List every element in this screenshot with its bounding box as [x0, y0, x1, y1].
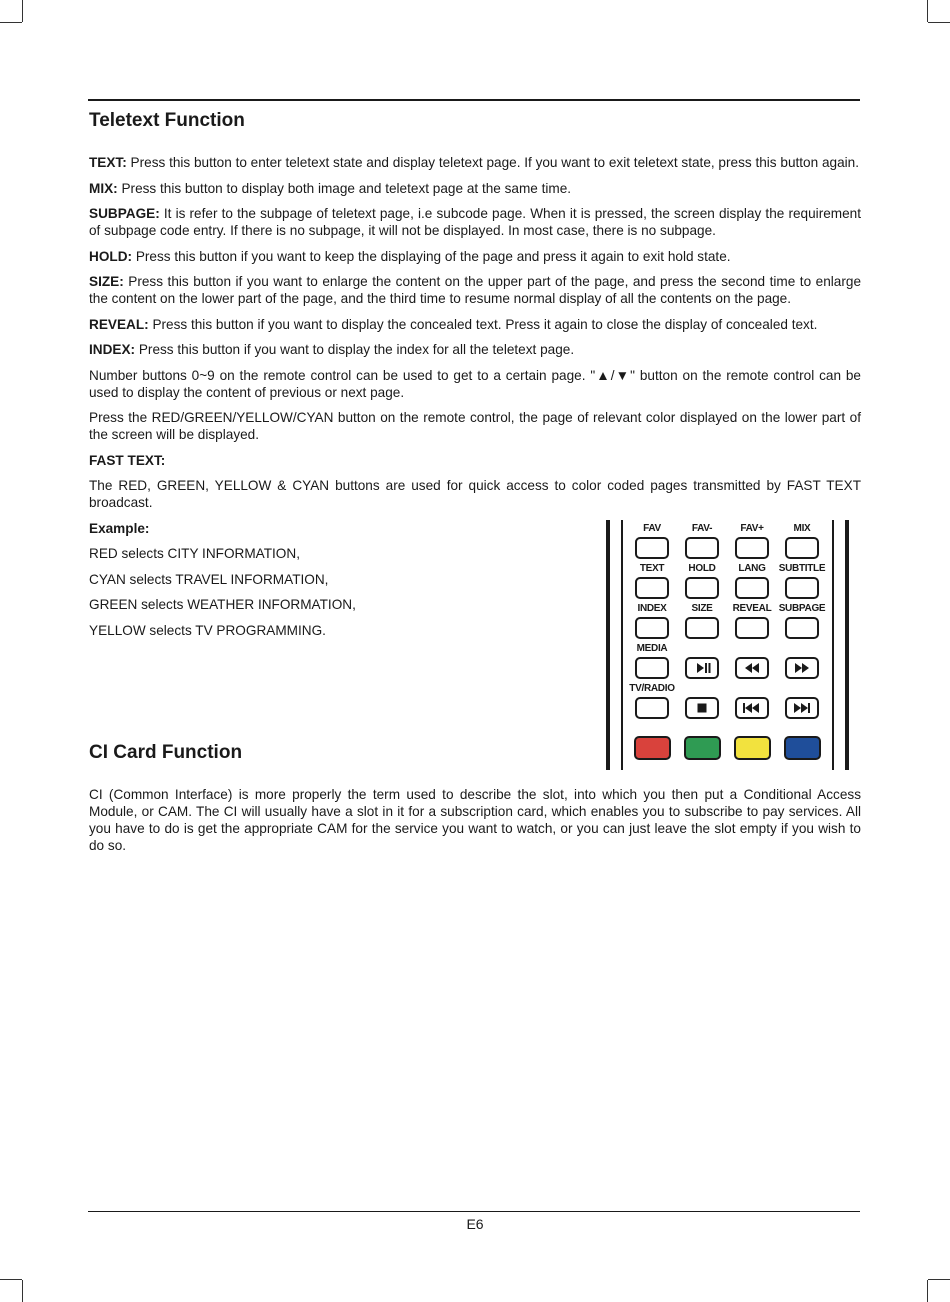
previous-button	[735, 697, 769, 719]
index-button	[635, 617, 669, 639]
crop-mark	[0, 1279, 22, 1280]
fav-button	[635, 537, 669, 559]
text-label: TEXT	[639, 563, 665, 574]
crop-mark	[928, 22, 950, 23]
desc: Press this button if you want to display the index for all the teletext page.	[135, 342, 575, 357]
next-button	[785, 697, 819, 719]
desc: Press this button to display both image and teletext page at the same time.	[117, 180, 572, 196]
stop-icon	[687, 699, 717, 717]
example-item: GREEN selects WEATHER INFORMATION,	[89, 597, 356, 612]
size-paragraph	[89, 273, 861, 307]
fast-text-heading	[89, 452, 861, 469]
ci-paragraph: CI (Common Interface) is more properly the term used to describe the slot, into which you then put a Conditional Access Module, or CAM. The CI will usually have a slot in it for a subscription card, which enables you to subscribe to pay services. All you have to do is get the appropriate CAM for the service you want to watch, or you can just leave the slot empty if you wish to do so.	[89, 787, 861, 853]
heading-text: FAST TEXT:	[89, 452, 166, 468]
example-heading	[89, 520, 589, 537]
hold-label: HOLD	[688, 563, 716, 574]
term: MIX:	[89, 180, 118, 196]
fav-minus-label: FAV-	[691, 523, 713, 534]
crop-mark	[22, 1280, 23, 1302]
desc: Press this button if you want to display the concealed text. Press it again to close the display of concealed text.	[148, 316, 818, 332]
crop-mark	[22, 0, 23, 22]
number-buttons-paragraph: Number buttons 0~9 on the remote control can be used to get to a certain page. "▲/▼" button on the remote control can be used to display the content of previous or next page.	[89, 367, 861, 400]
desc: Press this button if you want to keep the displaying of the page and press it again to exit hold state.	[132, 248, 731, 264]
play-pause-button	[685, 657, 719, 679]
rewind-icon	[737, 659, 767, 677]
tv-radio-label: TV/RADIO	[629, 683, 675, 694]
media-label: MEDIA	[636, 643, 668, 654]
fast-forward-button	[785, 657, 819, 679]
desc: It is refer to the subpage of teletext page, i.e subcode page. When it is pressed, the screen display the requirement of subpage code entry. If there is no subpage, it will not be displayed. In most case, there is no subpage.	[89, 206, 861, 238]
color-buttons-paragraph: Press the RED/GREEN/YELLOW/CYAN button on the remote control, the page of relevant color displayed on the lower part of the screen will be displayed.	[89, 410, 861, 442]
example-item: YELLOW selects TV PROGRAMMING.	[89, 622, 326, 638]
fav-minus-button	[685, 537, 719, 559]
index-label: INDEX	[637, 603, 667, 614]
blue-button	[784, 736, 821, 760]
crop-mark	[928, 1279, 950, 1280]
hold-paragraph	[89, 248, 861, 265]
rewind-button	[735, 657, 769, 679]
remote-control-illustration	[606, 520, 849, 770]
mix-paragraph	[89, 180, 861, 197]
crop-mark	[927, 0, 928, 22]
subpage-label: SUBPAGE	[778, 603, 826, 614]
desc: Press this button if you want to enlarge the content on the upper part of the page, and press the second time to enlarge the content on the lower part of the page, and the third time to resume normal display of all the contents on the page.	[89, 274, 861, 306]
media-button	[635, 657, 669, 679]
lang-label: LANG	[738, 563, 766, 574]
example-item: RED selects CITY INFORMATION,	[89, 546, 300, 561]
subpage-button	[785, 617, 819, 639]
reveal-button	[735, 617, 769, 639]
desc: Press this button to enter teletext state and display teletext page. If you want to exit teletext state, press this button again.	[126, 155, 859, 170]
fast-text-paragraph: The RED, GREEN, YELLOW & CYAN buttons are used for quick access to color coded pages transmitted by FAST TEXT broadcast.	[89, 478, 861, 510]
remote-edge-right-inner	[832, 520, 834, 770]
size-label: SIZE	[691, 603, 713, 614]
term: REVEAL:	[89, 316, 149, 332]
text-button	[635, 577, 669, 599]
previous-icon	[737, 699, 767, 717]
example-item: CYAN selects TRAVEL INFORMATION,	[89, 571, 329, 587]
play-pause-icon	[687, 659, 717, 677]
size-button	[685, 617, 719, 639]
fast-forward-icon	[787, 659, 817, 677]
remote-edge-left-inner	[621, 520, 623, 770]
stop-button	[685, 697, 719, 719]
footer-rule	[88, 1211, 860, 1212]
red-button	[634, 736, 671, 760]
term: INDEX:	[89, 342, 136, 357]
crop-mark	[0, 22, 22, 23]
fav-plus-label: FAV+	[740, 523, 764, 534]
mix-label: MIX	[793, 523, 811, 534]
term: TEXT:	[89, 155, 127, 170]
lang-button	[735, 577, 769, 599]
remote-edge-left	[606, 520, 610, 770]
index-paragraph	[89, 341, 861, 358]
subtitle-button	[785, 577, 819, 599]
term: SIZE:	[89, 274, 124, 289]
green-button	[684, 736, 721, 760]
yellow-button	[734, 736, 771, 760]
next-icon	[787, 699, 817, 717]
subtitle-label: SUBTITLE	[778, 563, 826, 574]
fav-label: FAV	[643, 523, 661, 534]
reveal-paragraph	[89, 316, 861, 333]
ci-section-title: CI Card Function	[89, 742, 243, 763]
teletext-section-title: Teletext Function	[89, 110, 245, 131]
term: SUBPAGE:	[89, 206, 160, 221]
term: HOLD:	[89, 248, 133, 264]
remote-edge-right	[845, 520, 849, 770]
hold-button	[685, 577, 719, 599]
heading-text: Example:	[89, 520, 150, 536]
tv-radio-button	[635, 697, 669, 719]
text-paragraph	[89, 154, 861, 171]
page-number: E6	[466, 1216, 484, 1232]
mix-button	[785, 537, 819, 559]
reveal-label: REVEAL	[732, 603, 772, 614]
header-rule	[88, 99, 860, 101]
subpage-paragraph	[89, 205, 861, 239]
crop-mark	[927, 1280, 928, 1302]
fav-plus-button	[735, 537, 769, 559]
